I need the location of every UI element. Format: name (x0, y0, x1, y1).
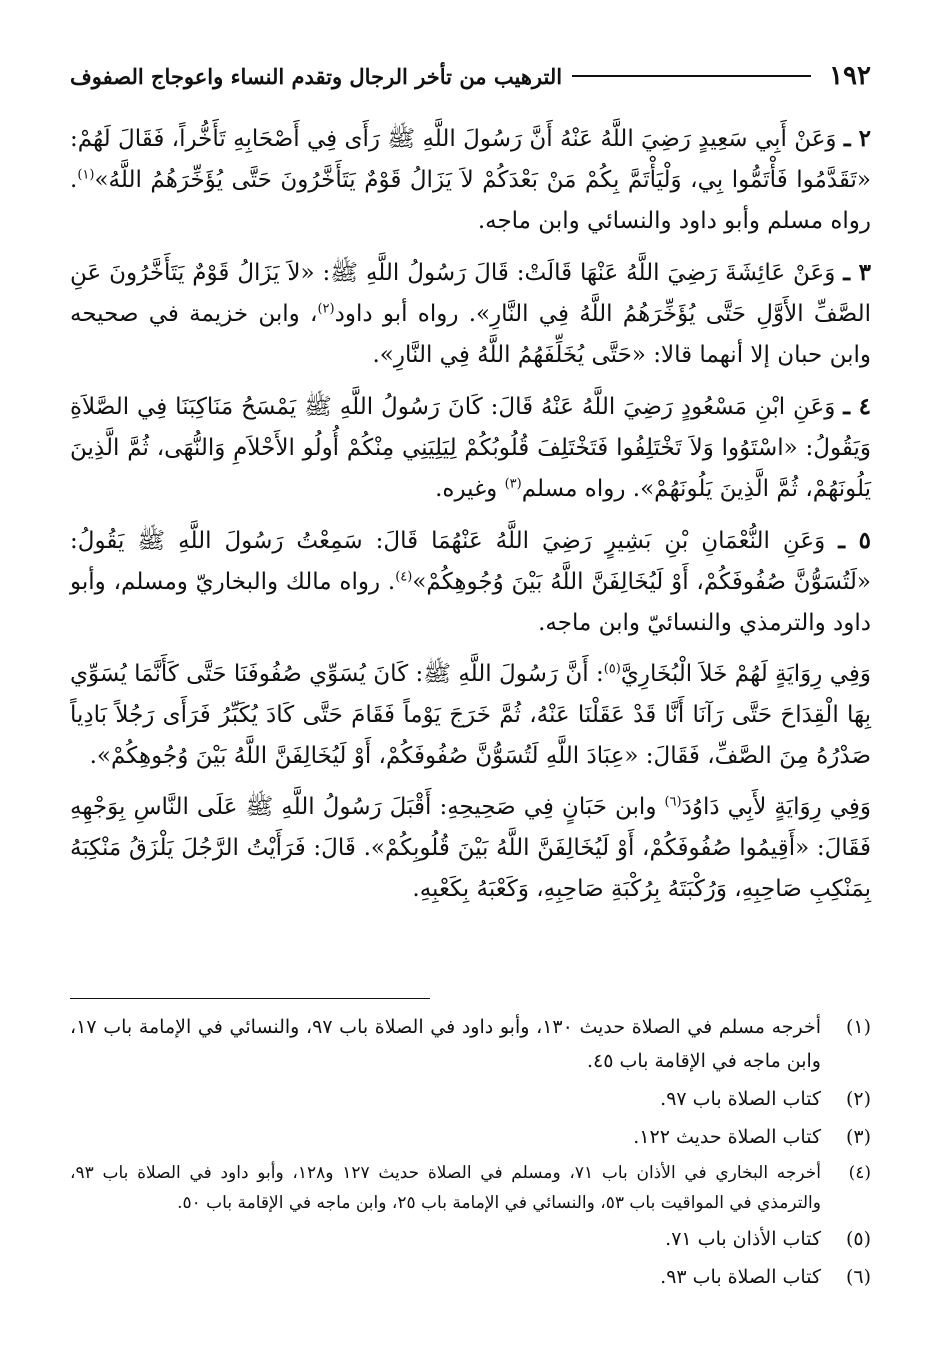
footnote-item (70, 1010, 871, 1078)
footnote-number: (٣) (845, 1126, 871, 1148)
footnote-number: (١) (845, 1016, 871, 1038)
footnote-ref[interactable]: (٦) (664, 794, 682, 810)
footnote-item (70, 1082, 871, 1116)
footnote-text: كتاب الصلاة حديث ١٢٢. (633, 1126, 821, 1148)
narration-text: وَفِي رِوَايَةٍ لأَبِي دَاوُدَ (681, 794, 871, 820)
footnote-text: كتاب الأذان باب ٧١. (665, 1228, 821, 1250)
hadith-paragraph-5 (70, 520, 871, 644)
hadith-number: ٢ ـ (843, 125, 872, 152)
footnote-separator (70, 998, 430, 999)
body-text (70, 118, 871, 920)
footnotes (70, 1010, 871, 1298)
hadith-source: . رواه مسلم وأبو داود والنسائي وابن ماجه. (70, 167, 871, 234)
footnote-ref[interactable]: (٥) (603, 661, 621, 677)
hadith-number: ٤ ـ (843, 393, 871, 420)
footnote-text: أخرجه البخاري في الأذان باب ٧١، ومسلم في الصلاة حديث ١٢٧ و١٢٨، وأبو داود في الصلاة باب ٩٣، والترمذي في المواقيت باب ٥٣، والنسائي في الإمامة باب ٢٥، وابن ماجه في الإقامة باب ٥٠. (70, 1163, 821, 1213)
footnote-ref[interactable]: (٣) (504, 476, 522, 492)
narration-paragraph-a (70, 654, 871, 777)
footnote-item (70, 1158, 871, 1218)
narration-tail: وابن حَبَانٍ فِي صَحِيحِهِ: أَقْبَلَ رَسُولُ اللَّهِ ﷺ عَلَى النَّاسِ بِوَجْهِهِ فَقَالَ: «أَقِيمُوا صُفُوفَكُمْ، أَوْ لَيُخَالِفَنَّ اللَّهُ بَيْنَ قُلُوبِكُمْ». قَالَ: فَرَأَيْتُ الرَّجُلَ يَلْزَقُ مَنْكِبَهُ بِمَنْكِبِ صَاحِبِهِ، وَرُكْبَتَهُ بِرُكْبَةِ صَاحِبِهِ، وَكَعْبَهُ بِكَعْبِهِ. (70, 794, 871, 902)
footnote-number: (٤) (848, 1163, 871, 1183)
hadith-paragraph-4 (70, 386, 871, 510)
page-header (70, 56, 871, 96)
footnote-number: (٦) (845, 1266, 871, 1288)
footnote-ref[interactable]: (٤) (395, 569, 413, 585)
hadith-source: ، وابن خزيمة في صحيحه وابن حبان إلا أنهما قالا: «حَتَّى يُخَلِّفَهُمُ اللَّهُ فِي النَّارِ». (70, 301, 871, 368)
footnote-ref[interactable]: (١) (77, 167, 95, 183)
narration-text: وَفِي رِوَايَةٍ لَهُمْ خَلاَ الْبُخَارِيَّ (620, 661, 871, 687)
hadith-source: وغيره. (435, 476, 505, 502)
footnote-item (70, 1120, 871, 1154)
footnote-number: (٢) (845, 1088, 871, 1110)
running-title: الترهيب من تأخر الرجال وتقدم النساء واعوجاج الصفوف (70, 63, 563, 89)
header-rule (572, 75, 811, 77)
hadith-text: وَعَنْ أَبِي سَعِيدٍ رَضِيَ اللَّهُ عَنْهُ أَنَّ رَسُولَ اللَّهِ ﷺ رَأَى فِي أَصْحَابِهِ تَأَخُّراً، فَقَالَ لَهُمْ: «تَقَدَّمُوا فَأْتَمُّوا بِي، وَلْيَأْتَمَّ بِكُمْ مَنْ بَعْدَكُمْ لاَ يَزَالُ قَوْمٌ يَتَأَخَّرُونَ حَتَّى يُؤَخِّرَهُمُ اللَّهُ» (70, 126, 871, 193)
footnote-text: أخرجه مسلم في الصلاة حديث ١٣٠، وأبو داود في الصلاة باب ٩٧، والنسائي في الإمامة باب ١٧، وابن ماجه في الإقامة باب ٤٥. (70, 1016, 822, 1072)
page-number: ١٩٢ (829, 61, 871, 91)
hadith-text: وَعَنِ النُّعْمَانِ بْنِ بَشِيرٍ رَضِيَ اللَّهُ عَنْهُمَا قَالَ: سَمِعْتُ رَسُولَ اللَّهِ ﷺ يَقُولُ: «لَتُسَوُّنَّ صُفُوفَكُمْ، أَوْ لَيُخَالِفَنَّ اللَّهُ بَيْنَ وُجُوهِكُمْ» (70, 528, 871, 595)
footnote-item (70, 1222, 871, 1256)
narration-paragraph-b (70, 787, 871, 910)
footnote-ref[interactable]: (٢) (317, 301, 335, 317)
hadith-source: . رواه مالك والبخاريّ ومسلم، وأبو داود والترمذي والنسائيّ وابن ماجه. (70, 569, 871, 636)
hadith-text: وَعَنْ عَائِشَةَ رَضِيَ اللَّهُ عَنْهَا قَالَتْ: قَالَ رَسُولُ اللَّهِ ﷺ: «لاَ يَزَالُ قَوْمٌ يَتَأَخَّرُونَ عَنِ الصَّفِّ الأَوَّلِ حَتَّى يُؤَخِّرَهُمُ اللَّهُ فِي النَّارِ». رواه أبو داود (70, 260, 872, 327)
page (70, 0, 871, 1366)
hadith-number: ٥ ـ (838, 527, 872, 554)
footnote-text: كتاب الصلاة باب ٩٧. (660, 1088, 821, 1110)
footnote-item (70, 1260, 871, 1294)
footnote-text: كتاب الصلاة باب ٩٣. (660, 1266, 821, 1288)
hadith-number: ٣ ـ (843, 259, 872, 286)
hadith-text: وَعَنِ ابْنِ مَسْعُودٍ رَضِيَ اللَّهُ عَنْهُ قَالَ: كَانَ رَسُولُ اللَّهِ ﷺ يَمْسَحُ مَنَاكِبَنَا فِي الصَّلاَةِ وَيَقُولُ: «اسْتَوُوا وَلاَ تَخْتَلِفُوا فَتَخْتَلِفَ قُلُوبُكُمْ لِيَلِيَنِي مِنْكُمْ أُولُو الأَحْلاَمِ وَالنُّهَى، ثُمَّ الَّذِينَ يَلُونَهُمْ، ثُمَّ الَّذِينَ يَلُونَهُمْ». رواه مسلم (70, 394, 871, 502)
hadith-paragraph-2 (70, 118, 871, 242)
hadith-paragraph-3 (70, 252, 871, 376)
footnote-number: (٥) (845, 1228, 871, 1250)
narration-tail: : أَنَّ رَسُولَ اللَّهِ ﷺ: كَانَ يُسَوِّي صُفُوفَنَا حَتَّى كَأَنَّمَا يُسَوِّي بِهَا الْقِدَاحَ حَتَّى رَآنَا أَنَّا قَدْ عَقَلْنَا عَنْهُ، ثُمَّ خَرَجَ يَوْماً فَقَامَ حَتَّى كَادَ يُكَبِّرُ فَرَأَى رَجُلاً بَادِياً صَدْرُهُ مِنَ الصَّفِّ، فَقَالَ: «عِبَادَ اللَّهِ لَتُسَوُّنَّ صُفُوفَكُمْ، أَوْ لَيُخَالِفَنَّ اللَّهُ بَيْنَ وُجُوهِكُمْ». (70, 661, 871, 769)
